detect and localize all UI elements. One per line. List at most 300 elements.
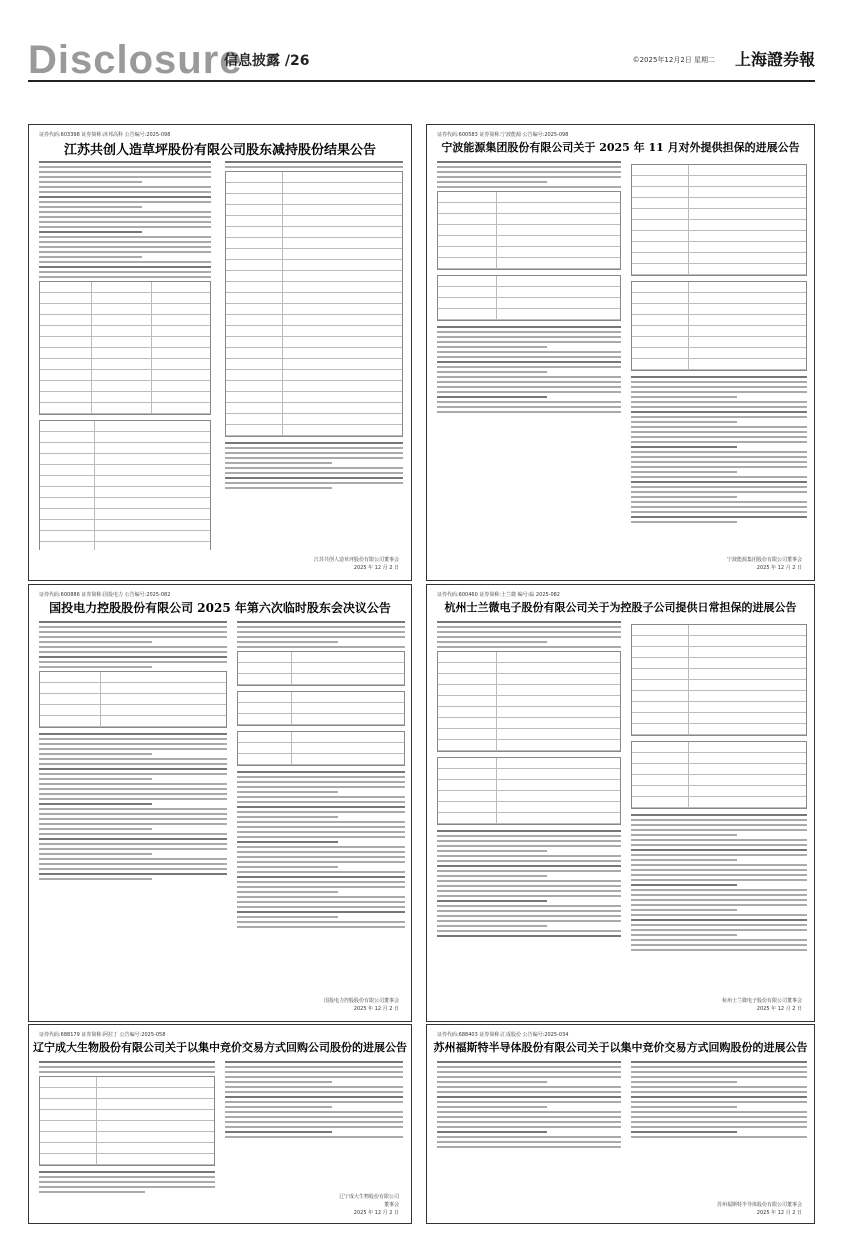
notice-panel-6 (426, 1024, 815, 1224)
body-text-line (237, 816, 338, 818)
body-text-line (39, 191, 211, 193)
body-text-line (437, 1076, 621, 1078)
body-text-line (631, 909, 737, 911)
notice-body-left (39, 1061, 215, 1193)
body-text-line (437, 920, 621, 922)
body-text-line (437, 366, 621, 368)
notice-title: 杭州士兰微电子股份有限公司关于为控股子公司提供日常担保的进展公告 (444, 601, 797, 614)
table-row (40, 392, 210, 403)
table-row (438, 740, 620, 751)
body-text-line (631, 386, 807, 388)
body-text-line (39, 641, 152, 643)
body-text-line (225, 1071, 403, 1073)
table-row (238, 732, 404, 743)
table-row (438, 258, 620, 269)
body-text-line (631, 416, 807, 418)
body-text-line (39, 858, 227, 860)
body-text-line (225, 1061, 403, 1063)
table-column-divider (291, 652, 292, 685)
body-text-line (437, 166, 621, 168)
table-row (438, 758, 620, 769)
body-text-line (39, 631, 227, 633)
table-row (40, 359, 210, 370)
body-text-line (631, 426, 807, 428)
notice-panel-3 (28, 584, 412, 1022)
notice-title: 国投电力控股股份有限公司 2025 年第六次临时股东会决议公告 (49, 601, 391, 615)
body-text-line (631, 944, 807, 946)
table-row (226, 227, 402, 238)
data-table (631, 164, 807, 276)
body-text-line (225, 1101, 403, 1103)
body-text-line (39, 646, 227, 648)
data-table (39, 1076, 215, 1166)
body-text-line (39, 803, 152, 805)
body-text-line (225, 161, 403, 163)
table-row (40, 293, 210, 304)
table-row (632, 337, 806, 348)
body-text-line (237, 781, 405, 783)
body-text-line (437, 925, 547, 927)
body-text-line (225, 1066, 403, 1068)
body-text-line (39, 783, 227, 785)
body-text-line (631, 884, 737, 886)
body-text-line (225, 447, 403, 449)
body-text-line (437, 641, 547, 643)
body-text-line (437, 890, 621, 892)
table-row (632, 764, 806, 775)
data-table (631, 281, 807, 371)
notice-panel-4 (426, 584, 815, 1022)
body-text-line (631, 854, 807, 856)
issue-date: ©2025年12月2日 星期二 (632, 56, 715, 64)
body-text-line (631, 381, 807, 383)
body-text-line (437, 381, 621, 383)
body-text-line (39, 1176, 215, 1178)
body-text-line (437, 880, 621, 882)
body-text-line (437, 1086, 621, 1088)
body-text-line (631, 1126, 807, 1128)
body-text-line (437, 1146, 621, 1148)
notice-title: 辽宁成大生物股份有限公司关于以集中竞价交易方式回购公司股份的进展公告 (33, 1041, 407, 1054)
notice-codes: 证券代码:688403 证券简称:汇成股份 公告编号:2025-034 (437, 1032, 569, 1038)
body-text-line (631, 1111, 807, 1113)
body-text-line (631, 1131, 737, 1133)
body-text-line (225, 1086, 403, 1088)
body-text-line (437, 341, 621, 343)
table-column-divider (291, 732, 292, 765)
notice-codes: 证券代码:600886 证券简称:国投电力 公告编号:2025-082 (39, 592, 171, 598)
body-text-line (437, 1091, 621, 1093)
table-row (632, 176, 806, 187)
table-row (40, 1099, 214, 1110)
body-text-line (631, 401, 807, 403)
body-text-line (39, 256, 142, 258)
body-text-line (39, 748, 227, 750)
body-text-line (437, 371, 547, 373)
table-row (226, 392, 402, 403)
data-table (39, 281, 211, 415)
body-text-line (225, 457, 403, 459)
table-row (438, 685, 620, 696)
table-row (226, 370, 402, 381)
body-text-line (437, 391, 621, 393)
table-row (438, 203, 620, 214)
body-text-line (631, 889, 807, 891)
body-text-line (39, 226, 211, 228)
body-text-line (631, 834, 737, 836)
body-text-line (437, 1096, 621, 1098)
table-row (438, 663, 620, 674)
body-text-line (225, 482, 403, 484)
body-text-line (39, 758, 227, 760)
table-row (40, 1088, 214, 1099)
notice-body-left (39, 621, 227, 883)
body-text-line (437, 361, 621, 363)
body-text-line (437, 1131, 547, 1133)
body-text-line (631, 829, 807, 831)
body-text-line (631, 929, 807, 931)
notice-body-left (39, 161, 211, 550)
body-text-line (631, 934, 737, 936)
table-row (632, 702, 806, 713)
notice-codes: 证券代码:600460 证券简称:士兰微 编号:临 2025-082 (437, 592, 560, 598)
body-text-line (225, 1076, 403, 1078)
table-column-divider (100, 672, 101, 727)
notice-signoff: 苏州福斯特半导体股份有限公司董事会 2025 年 12 月 2 日 (716, 1202, 802, 1216)
body-text-line (225, 467, 403, 469)
body-text-line (631, 924, 807, 926)
body-text-line (631, 476, 807, 478)
body-text-line (39, 626, 227, 628)
table-row (632, 187, 806, 198)
body-text-line (39, 186, 211, 188)
notice-signoff: 杭州士兰微电子股份有限公司董事会 2025 年 12 月 2 日 (721, 998, 802, 1012)
body-text-line (237, 821, 405, 823)
data-table (225, 171, 403, 437)
body-text-line (39, 763, 227, 765)
body-text-line (39, 838, 227, 840)
table-row (40, 282, 210, 293)
body-text-line (437, 356, 621, 358)
body-text-line (437, 900, 547, 902)
body-text-line (39, 878, 152, 880)
body-text-line (631, 461, 807, 463)
table-row (40, 1132, 214, 1143)
table-row (238, 652, 404, 663)
body-text-line (39, 161, 211, 163)
body-text-line (39, 1066, 215, 1068)
body-text-line (631, 396, 737, 398)
body-text-line (631, 824, 807, 826)
table-row (438, 298, 620, 309)
table-row (632, 797, 806, 808)
body-text-line (631, 1106, 737, 1108)
table-column-divider (496, 192, 497, 269)
body-text-line (631, 481, 807, 483)
body-text-line (437, 905, 621, 907)
body-text-line (39, 738, 227, 740)
table-row (40, 498, 210, 509)
body-text-line (225, 1081, 332, 1083)
table-row (632, 669, 806, 680)
table-row (632, 625, 806, 636)
table-row (226, 249, 402, 260)
table-row (632, 220, 806, 231)
body-text-line (39, 171, 211, 173)
body-text-line (631, 1066, 807, 1068)
body-text-line (437, 915, 621, 917)
table-row (438, 696, 620, 707)
notice-body-right (225, 1061, 403, 1141)
table-column-divider (688, 282, 689, 370)
table-row (226, 359, 402, 370)
body-text-line (437, 336, 621, 338)
body-text-line (39, 271, 211, 273)
data-table (631, 624, 807, 736)
body-text-line (237, 831, 405, 833)
notice-signoff: 辽宁成大生物股份有限公司 董事会 2025 年 12 月 2 日 (338, 1194, 399, 1216)
body-text-line (225, 1106, 332, 1108)
body-text-line (437, 935, 621, 937)
table-column-divider (282, 172, 283, 436)
body-text-line (437, 631, 621, 633)
table-row (438, 192, 620, 203)
body-text-line (437, 1136, 621, 1138)
body-text-line (39, 201, 211, 203)
body-text-line (225, 442, 403, 444)
table-row (40, 1143, 214, 1154)
body-text-line (437, 840, 621, 842)
body-text-line (631, 491, 807, 493)
masthead-rule (28, 80, 815, 82)
table-row (438, 791, 620, 802)
body-text-line (631, 446, 737, 448)
body-text-line (39, 236, 211, 238)
table-row (40, 304, 210, 315)
table-row (40, 348, 210, 359)
body-text-line (437, 621, 621, 623)
body-text-line (437, 1066, 621, 1068)
data-table (437, 651, 621, 752)
body-text-line (437, 386, 621, 388)
body-text-line (225, 1126, 403, 1128)
table-row (226, 381, 402, 392)
table-column-divider (96, 1077, 97, 1165)
notice-signoff: 江苏共创人造草坪股份有限公司董事会 2025 年 12 月 2 日 (313, 557, 399, 571)
table-row (632, 647, 806, 658)
body-text-line (631, 1101, 807, 1103)
data-table (437, 275, 621, 321)
body-text-line (39, 181, 142, 183)
body-text-line (437, 406, 621, 408)
body-text-line (631, 521, 737, 523)
body-text-line (631, 814, 807, 816)
table-row (632, 253, 806, 264)
body-text-line (631, 1076, 807, 1078)
table-row (226, 403, 402, 414)
table-row (226, 414, 402, 425)
table-row (632, 775, 806, 786)
body-text-line (237, 636, 405, 638)
body-text-line (225, 1116, 403, 1118)
body-text-line (39, 828, 152, 830)
table-row (226, 238, 402, 249)
table-row (238, 703, 404, 714)
body-text-line (225, 462, 332, 464)
table-row (40, 381, 210, 392)
body-text-line (237, 811, 405, 813)
body-text-line (39, 261, 211, 263)
body-text-line (631, 1071, 807, 1073)
table-row (226, 205, 402, 216)
table-row (632, 786, 806, 797)
body-text-line (631, 879, 807, 881)
body-text-line (39, 651, 227, 653)
notice-body-right (631, 1061, 807, 1141)
notice-body-right (631, 621, 807, 954)
body-text-line (437, 930, 621, 932)
body-text-line (39, 266, 211, 268)
body-text-line (237, 826, 405, 828)
body-text-line (39, 1181, 215, 1183)
table-row (226, 304, 402, 315)
notice-title: 江苏共创人造草坪股份有限公司股东减持股份结果公告 (63, 143, 376, 158)
body-text-line (437, 1111, 621, 1113)
data-table (631, 741, 807, 809)
body-text-line (39, 1191, 145, 1193)
body-text-line (39, 276, 211, 278)
body-text-line (437, 875, 547, 877)
table-row (40, 716, 226, 727)
table-row (632, 326, 806, 337)
table-column-divider (151, 282, 152, 414)
table-row (40, 421, 210, 432)
body-text-line (437, 1101, 621, 1103)
body-text-line (631, 411, 807, 413)
table-row (438, 236, 620, 247)
body-text-line (39, 733, 227, 735)
body-text-line (631, 914, 807, 916)
body-text-line (39, 818, 227, 820)
table-column-divider (688, 625, 689, 735)
body-text-line (39, 241, 211, 243)
body-text-line (237, 866, 338, 868)
table-row (40, 1121, 214, 1132)
body-text-line (225, 487, 332, 489)
table-row (238, 692, 404, 703)
notice-codes: 证券代码:600583 证券简称:宁波能源 公告编号:2025-098 (437, 132, 569, 138)
section-label: 信息披露 /26 (224, 53, 310, 69)
body-text-line (437, 181, 547, 183)
data-table (237, 691, 405, 726)
body-text-line (437, 646, 621, 648)
table-row (40, 403, 210, 414)
body-text-line (39, 206, 142, 208)
body-text-line (631, 376, 807, 378)
body-text-line (631, 1116, 807, 1118)
body-text-line (631, 849, 807, 851)
body-text-line (39, 621, 227, 623)
body-text-line (631, 496, 737, 498)
body-text-line (631, 869, 807, 871)
table-row (438, 652, 620, 663)
notice-body-right (631, 161, 807, 526)
table-row (40, 1154, 214, 1165)
table-row (238, 674, 404, 685)
body-text-line (437, 1106, 547, 1108)
notice-codes: 证券代码:603398 证券简称:沐邦高科 公告编号:2025-098 (39, 132, 171, 138)
body-text-line (39, 808, 227, 810)
body-text-line (237, 921, 405, 923)
body-text-line (437, 850, 547, 852)
body-text-line (39, 793, 227, 795)
table-row (40, 694, 226, 705)
body-text-line (237, 806, 405, 808)
body-text-line (437, 1071, 621, 1073)
table-row (40, 542, 210, 550)
notice-title: 苏州福斯特半导体股份有限公司关于以集中竞价交易方式回购股份的进展公告 (433, 1041, 808, 1054)
table-row (226, 315, 402, 326)
table-row (632, 742, 806, 753)
body-text-line (631, 864, 807, 866)
body-text-line (437, 895, 621, 897)
table-row (438, 707, 620, 718)
body-text-line (631, 486, 807, 488)
body-text-line (39, 666, 152, 668)
body-text-line (39, 853, 152, 855)
table-column-divider (496, 758, 497, 824)
data-table (437, 191, 621, 270)
body-text-line (39, 216, 211, 218)
body-text-line (437, 835, 621, 837)
body-text-line (39, 246, 211, 248)
body-text-line (237, 771, 405, 773)
body-text-line (631, 894, 807, 896)
body-text-line (39, 196, 211, 198)
body-text-line (39, 768, 227, 770)
body-text-line (39, 166, 211, 168)
table-row (632, 680, 806, 691)
body-text-line (437, 401, 621, 403)
table-row (40, 509, 210, 520)
body-text-line (225, 472, 403, 474)
table-row (40, 672, 226, 683)
table-column-divider (291, 692, 292, 725)
body-text-line (39, 1071, 215, 1073)
body-text-line (631, 1091, 807, 1093)
table-row (226, 216, 402, 227)
body-text-line (631, 451, 807, 453)
body-text-line (631, 1086, 807, 1088)
table-row (438, 769, 620, 780)
body-text-line (631, 516, 807, 518)
body-text-line (39, 753, 152, 755)
body-text-line (631, 441, 807, 443)
notice-body-right (237, 621, 405, 931)
notice-signoff: 宁波能源集团股份有限公司董事会 2025 年 12 月 2 日 (726, 557, 802, 571)
body-text-line (39, 1171, 215, 1173)
body-text-line (631, 456, 807, 458)
body-text-line (225, 477, 403, 479)
table-row (238, 663, 404, 674)
body-text-line (631, 506, 807, 508)
body-text-line (237, 846, 405, 848)
notice-body-right (225, 161, 403, 492)
table-row (226, 183, 402, 194)
table-row (632, 165, 806, 176)
table-row (40, 337, 210, 348)
body-text-line (437, 855, 621, 857)
